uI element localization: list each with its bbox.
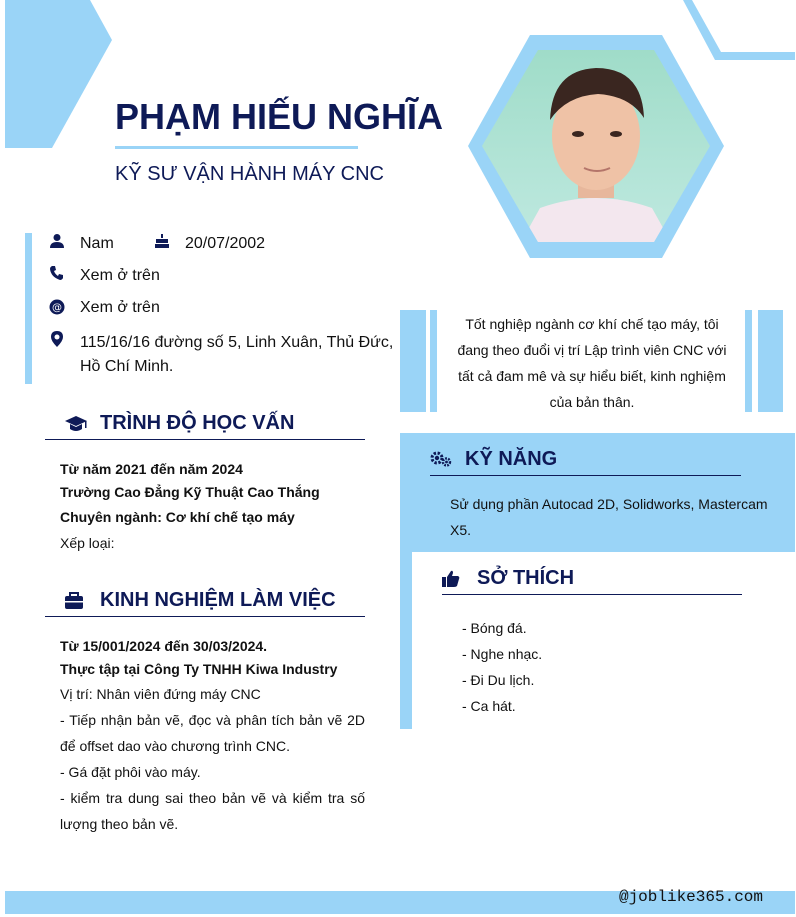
gender-text: Nam (80, 235, 114, 252)
hobby-item: - Nghe nhạc. (462, 646, 543, 662)
summary-bar-left-outer (400, 310, 426, 412)
skills-text: Sử dụng phần Autocad 2D, Solidworks, Mastercam X5. (450, 496, 768, 538)
experience-underline (45, 616, 365, 617)
svg-text:@: @ (52, 302, 62, 314)
name-underline (115, 146, 358, 149)
phone-text: Xem ở trên (80, 267, 160, 284)
job-title: KỸ SƯ VẬN HÀNH MÁY CNC (115, 163, 384, 185)
skills-heading: KỸ NĂNG (465, 448, 558, 470)
summary-bar-right-inner (745, 310, 752, 412)
education-period: Từ năm 2021 đến năm 2024 (60, 461, 243, 477)
hobbies-heading: SỞ THÍCH (477, 567, 575, 589)
hobby-item: - Ca hát. (462, 698, 516, 714)
experience-duty: - Tiếp nhận bản vẽ, đọc và phân tích bản vẽ 2D để offset dao vào chương trình CNC. (60, 712, 365, 754)
email-text: Xem ở trên (80, 299, 160, 316)
education-underline (45, 439, 365, 440)
education-school: Trường Cao Đẳng Kỹ Thuật Cao Thắng (60, 484, 320, 500)
experience-heading: KINH NGHIỆM LÀM VIỆC (100, 589, 336, 611)
birthday-text: 20/07/2002 (185, 235, 266, 252)
contact-accent-bar (25, 233, 32, 384)
hobby-item: - Bóng đá. (462, 620, 527, 636)
thumbs-up-icon (442, 570, 460, 587)
phone-icon (49, 265, 65, 281)
experience-company: Thực tập tại Công Ty TNHH Kiwa Industry (60, 661, 338, 677)
candidate-name: PHẠM HIẾU NGHĨA (115, 96, 444, 137)
career-summary: Tốt nghiệp ngành cơ khí chế tạo máy, tôi đang theo đuổi vị trí Lập trình viên CNC với tất cả đam mê và sự hiểu biết, kinh nghiệm của bản thân. (457, 316, 727, 410)
address-text: 115/16/16 đường số 5, Linh Xuân, Thủ Đức, Hồ Chí Minh. (80, 334, 394, 375)
summary-bar-right-outer (758, 310, 783, 412)
hobbies-underline (442, 594, 742, 595)
summary-bar-left-inner (430, 310, 437, 412)
education-major: Chuyên ngành: Cơ khí chế tạo máy (60, 509, 295, 525)
experience-duty: - Gá đặt phôi vào máy. (60, 764, 201, 780)
briefcase-icon (64, 592, 84, 610)
skills-underline (430, 475, 741, 476)
experience-duty: - kiểm tra dung sai theo bản vẽ và kiểm tra số lượng theo bản vẽ. (60, 790, 365, 832)
hobby-item: - Đi Du lịch. (462, 672, 535, 688)
footer-website: @joblike365.com (618, 888, 763, 906)
profile-photo (480, 48, 712, 244)
gears-icon (430, 450, 452, 468)
location-pin-icon (49, 331, 65, 347)
graduation-cap-icon (64, 414, 88, 434)
birthday-cake-icon (154, 233, 170, 249)
education-grade: Xếp loại: (60, 535, 115, 551)
experience-period: Từ 15/001/2024 đến 30/03/2024. (60, 638, 268, 654)
education-heading: TRÌNH ĐỘ HỌC VẤN (100, 412, 295, 434)
email-at-icon (49, 299, 65, 315)
hobbies-side-bar (400, 552, 412, 729)
user-icon (49, 233, 65, 249)
experience-position: Vị trí: Nhân viên đứng máy CNC (60, 686, 261, 702)
